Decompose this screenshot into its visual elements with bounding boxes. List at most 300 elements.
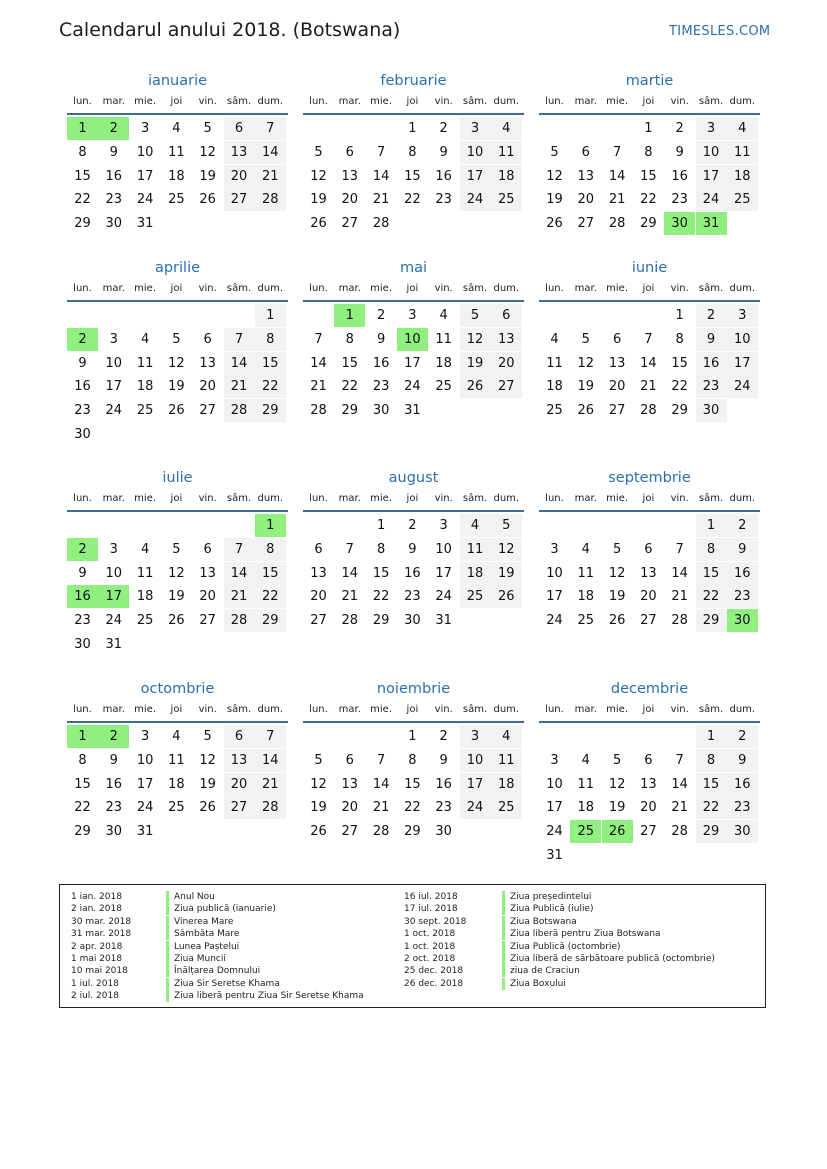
legend-date: 1 oct. 2018 [404, 929, 456, 940]
day-cell: 16 [435, 776, 452, 792]
month-name: decembrie [610, 681, 689, 697]
day-cell: 2 [408, 518, 417, 533]
day-cell: 27 [310, 613, 327, 629]
day-cell: 20 [640, 589, 657, 605]
day-cell: 20 [224, 165, 255, 188]
day-cell: 13 [640, 776, 657, 792]
day-cell: 9 [78, 565, 87, 581]
weekday-header [539, 493, 760, 509]
day-cell: 18 [136, 589, 154, 605]
day-cell: 3 [460, 725, 491, 748]
day-cell: 12 [199, 752, 216, 768]
day-cell: 10 [696, 141, 727, 164]
day-cell: 11 [460, 538, 491, 561]
day-cell: 10 [727, 328, 758, 351]
month-divider [539, 300, 760, 302]
day-cell: 15 [640, 168, 657, 184]
day-cell: 18 [460, 562, 491, 585]
day-cell: 13 [608, 355, 626, 371]
day-cell: 23 [372, 379, 390, 395]
day-cell: 7 [376, 752, 386, 768]
day-cell: 12 [168, 565, 185, 581]
day-cell: 27 [224, 796, 255, 819]
day-cell: 21 [640, 379, 657, 395]
day-cell: 24 [404, 379, 421, 395]
day-cell: 21 [255, 165, 286, 188]
weekday-label: mie. [134, 704, 157, 715]
day-cell: 15 [255, 562, 286, 585]
month-divider [303, 721, 524, 723]
day-cell: 29 [671, 403, 688, 419]
day-cell: 6 [644, 541, 653, 557]
weekday-label: lun. [545, 704, 564, 715]
weekday-label: lun. [545, 283, 564, 294]
weekday-label: sâm. [226, 493, 252, 504]
day-cell: 17 [460, 773, 491, 796]
weekday-label: joi [170, 283, 183, 294]
day-cell: 8 [644, 144, 653, 160]
day-cell: 25 [546, 403, 563, 419]
day-cell: 1 [376, 518, 386, 533]
day-cell: 25 [491, 796, 522, 819]
holiday-day-cell: 30 [727, 609, 758, 632]
holiday-day-cell: 25 [570, 820, 601, 843]
day-cell: 10 [460, 141, 491, 164]
day-cell: 14 [608, 168, 626, 184]
weekday-header [67, 96, 288, 112]
weekday-label: lun. [545, 493, 564, 504]
weekday-header [67, 283, 288, 299]
day-cell: 30 [105, 216, 123, 232]
weekday-label: mie. [370, 493, 393, 504]
day-cell: 22 [404, 800, 421, 816]
day-cell: 10 [105, 355, 123, 371]
day-cell: 28 [224, 399, 255, 422]
day-cell: 20 [577, 192, 595, 208]
day-cell: 24 [546, 613, 563, 629]
day-cell: 11 [435, 331, 452, 347]
weekday-header [303, 96, 524, 112]
day-cell: 9 [439, 752, 448, 768]
day-cell: 25 [577, 613, 595, 629]
day-cell: 15 [372, 565, 390, 581]
weekday-label: vin. [198, 96, 217, 107]
weekday-label: dum. [257, 283, 284, 294]
day-cell: 10 [136, 752, 154, 768]
day-cell: 10 [136, 144, 154, 160]
legend-date: 1 iul. 2018 [71, 978, 119, 989]
weekday-label: joi [170, 96, 183, 107]
day-cell: 17 [546, 800, 563, 816]
day-cell: 3 [439, 518, 448, 533]
day-cell: 9 [78, 355, 87, 371]
day-cell: 27 [341, 824, 359, 840]
day-cell: 18 [435, 355, 452, 371]
day-cell: 24 [460, 188, 491, 211]
day-cell: 5 [203, 729, 212, 744]
legend-holiday-name: Ziua Botswana [502, 916, 577, 928]
day-cell: 2 [675, 121, 684, 136]
day-cell: 13 [224, 749, 255, 772]
day-cell: 31 [105, 637, 123, 652]
day-cell: 20 [224, 773, 255, 796]
day-cell: 15 [671, 355, 688, 371]
day-cell: 29 [341, 403, 359, 419]
legend-holiday-name: ziua de Craciun [502, 965, 580, 977]
legend-holiday-name: Ziua liberă pentru Ziua Botswana [502, 928, 661, 940]
day-cell: 21 [224, 375, 255, 398]
month-name: aprilie [154, 260, 201, 276]
day-cell: 21 [224, 585, 255, 608]
weekday-label: sâm. [462, 493, 488, 504]
weekday-label: mie. [370, 283, 393, 294]
day-cell: 4 [140, 541, 150, 557]
day-cell: 11 [546, 355, 563, 371]
day-cell: 7 [612, 144, 622, 160]
day-cell: 5 [581, 331, 590, 347]
day-cell: 9 [439, 144, 448, 160]
day-cell: 18 [136, 379, 154, 395]
holiday-day-cell: 31 [696, 212, 727, 235]
weekday-header [539, 283, 760, 299]
day-cell: 27 [491, 375, 522, 398]
day-cell: 6 [314, 541, 323, 557]
day-cell: 19 [310, 800, 327, 816]
day-cell: 15 [404, 776, 421, 792]
weekday-label: joi [406, 96, 419, 107]
day-cell: 14 [372, 168, 390, 184]
day-cell: 30 [404, 613, 421, 629]
day-cell: 13 [199, 565, 216, 581]
day-cell: 28 [255, 188, 286, 211]
day-cell: 13 [341, 168, 359, 184]
day-cell: 28 [671, 824, 688, 840]
weekday-label: joi [642, 283, 655, 294]
day-cell: 19 [546, 192, 563, 208]
day-cell: 20 [491, 352, 522, 375]
day-cell: 28 [671, 613, 688, 629]
day-cell: 30 [727, 820, 758, 843]
day-cell: 17 [727, 352, 758, 375]
day-cell: 30 [105, 824, 123, 840]
legend-date: 10 mai 2018 [71, 966, 128, 977]
weekday-label: mie. [134, 283, 157, 294]
day-cell: 4 [550, 331, 559, 347]
day-cell: 23 [671, 192, 688, 208]
legend-holiday-name: Lunea Paștelui [166, 941, 239, 953]
day-cell: 27 [640, 824, 657, 840]
day-cell: 16 [404, 565, 421, 581]
day-cell: 23 [105, 800, 123, 816]
day-cell: 29 [74, 216, 91, 232]
month-divider [303, 300, 524, 302]
day-cell: 5 [491, 514, 522, 537]
day-cell: 9 [675, 144, 684, 160]
day-cell: 22 [404, 192, 421, 208]
day-cell: 16 [727, 562, 758, 585]
day-cell: 22 [372, 589, 390, 605]
weekday-label: joi [406, 493, 419, 504]
day-cell: 31 [136, 824, 154, 840]
day-cell: 24 [696, 188, 727, 211]
day-cell: 7 [224, 538, 255, 561]
day-cell: 8 [376, 541, 386, 557]
day-cell: 6 [612, 331, 622, 347]
day-cell: 16 [74, 379, 91, 395]
weekday-label: sâm. [698, 493, 724, 504]
day-cell: 10 [105, 565, 123, 581]
day-cell: 19 [491, 562, 522, 585]
day-cell: 23 [727, 796, 758, 819]
day-cell: 2 [727, 514, 758, 537]
day-cell: 31 [435, 613, 452, 629]
day-cell: 21 [608, 192, 626, 208]
month-divider [303, 113, 524, 115]
weekday-label: mar. [338, 704, 361, 715]
day-cell: 21 [341, 589, 359, 605]
day-cell: 22 [696, 585, 727, 608]
day-cell: 1 [255, 304, 286, 327]
day-cell: 8 [78, 144, 87, 160]
weekday-label: mie. [606, 283, 629, 294]
day-cell: 4 [491, 725, 522, 748]
day-cell: 7 [644, 331, 653, 347]
day-cell: 1 [696, 725, 727, 748]
day-cell: 21 [372, 800, 390, 816]
day-cell: 9 [109, 752, 118, 768]
legend-holiday-name: Anul Nou [166, 891, 215, 903]
day-cell: 2 [439, 729, 448, 744]
day-cell: 27 [341, 216, 359, 232]
weekday-label: lun. [309, 283, 328, 294]
weekday-label: sâm. [462, 96, 488, 107]
day-cell: 17 [404, 355, 421, 371]
day-cell: 26 [310, 216, 327, 232]
day-cell: 15 [696, 773, 727, 796]
legend-date: 2 ian. 2018 [71, 904, 122, 915]
weekday-label: joi [170, 704, 183, 715]
weekday-label: dum. [493, 704, 520, 715]
day-cell: 24 [460, 796, 491, 819]
day-cell: 16 [696, 352, 727, 375]
day-cell: 13 [491, 328, 522, 351]
weekday-header [67, 493, 288, 509]
day-cell: 19 [199, 776, 216, 792]
day-cell: 5 [612, 752, 622, 768]
day-cell: 7 [255, 725, 286, 748]
day-cell: 18 [577, 589, 595, 605]
day-cell: 17 [136, 776, 154, 792]
day-cell: 22 [255, 375, 286, 398]
day-cell: 27 [199, 403, 216, 419]
day-cell: 19 [310, 192, 327, 208]
day-cell: 26 [310, 824, 327, 840]
day-cell: 24 [546, 824, 563, 840]
weekday-label: lun. [73, 283, 92, 294]
weekday-label: mie. [606, 704, 629, 715]
day-cell: 3 [550, 752, 559, 768]
month-name: iunie [631, 260, 668, 276]
day-cell: 11 [168, 752, 185, 768]
day-cell: 5 [460, 304, 491, 327]
day-cell: 28 [640, 403, 657, 419]
month-divider [67, 300, 288, 302]
day-cell: 28 [255, 796, 286, 819]
weekday-label: mie. [606, 493, 629, 504]
day-cell: 11 [577, 776, 595, 792]
weekday-label: mie. [370, 96, 393, 107]
day-cell: 15 [74, 776, 91, 792]
day-cell: 2 [696, 304, 727, 327]
weekday-label: lun. [545, 96, 564, 107]
day-cell: 16 [105, 168, 123, 184]
weekday-label: vin. [670, 96, 689, 107]
day-cell: 11 [136, 355, 154, 371]
holiday-day-cell: 1 [255, 514, 286, 537]
day-cell: 10 [435, 541, 452, 557]
day-cell: 7 [224, 328, 255, 351]
day-cell: 1 [644, 121, 653, 136]
day-cell: 3 [727, 304, 758, 327]
legend-date: 2 iul. 2018 [71, 991, 119, 1002]
day-cell: 3 [550, 541, 559, 557]
month-name: iulie [162, 470, 193, 486]
day-cell: 18 [168, 776, 185, 792]
day-cell: 8 [345, 331, 354, 347]
weekday-label: dum. [729, 283, 756, 294]
weekday-label: dum. [729, 96, 756, 107]
day-cell: 20 [640, 800, 657, 816]
month-divider [539, 510, 760, 512]
day-cell: 13 [310, 565, 327, 581]
weekday-label: vin. [198, 704, 217, 715]
weekday-label: dum. [493, 283, 520, 294]
month-divider [67, 113, 288, 115]
day-cell: 15 [404, 168, 421, 184]
legend-date: 30 mar. 2018 [71, 916, 132, 927]
holiday-day-cell: 1 [67, 725, 98, 748]
day-cell: 3 [109, 541, 118, 557]
day-cell: 20 [608, 379, 626, 395]
day-cell: 24 [727, 375, 758, 398]
weekday-header [303, 704, 524, 720]
day-cell: 7 [675, 752, 684, 768]
day-cell: 15 [696, 562, 727, 585]
holiday-day-cell: 16 [67, 585, 98, 608]
day-cell: 14 [224, 562, 255, 585]
day-cell: 14 [671, 776, 688, 792]
day-cell: 29 [404, 824, 421, 840]
day-cell: 22 [74, 800, 91, 816]
day-cell: 14 [224, 352, 255, 375]
day-cell: 17 [435, 565, 452, 581]
day-cell: 15 [74, 168, 91, 184]
weekday-label: dum. [257, 96, 284, 107]
weekday-label: vin. [434, 493, 453, 504]
day-cell: 22 [671, 379, 688, 395]
day-cell: 4 [172, 121, 181, 136]
weekday-label: vin. [198, 493, 217, 504]
day-cell: 14 [372, 776, 390, 792]
day-cell: 27 [224, 188, 255, 211]
day-cell: 20 [341, 800, 359, 816]
day-cell: 8 [78, 752, 87, 768]
day-cell: 17 [546, 589, 563, 605]
day-cell: 6 [644, 752, 653, 768]
day-cell: 12 [608, 776, 626, 792]
day-cell: 23 [727, 585, 758, 608]
day-cell: 6 [203, 331, 212, 347]
day-cell: 24 [435, 589, 452, 605]
month-divider [539, 113, 760, 115]
weekday-label: joi [642, 704, 655, 715]
holiday-legend [59, 884, 766, 1008]
day-cell: 11 [727, 141, 758, 164]
day-cell: 14 [671, 565, 688, 581]
brand-link[interactable]: TIMESLES.COM [669, 24, 771, 39]
day-cell: 8 [408, 144, 417, 160]
legend-date: 26 dec. 2018 [404, 978, 464, 989]
day-cell: 13 [640, 565, 657, 581]
day-cell: 12 [310, 168, 327, 184]
day-cell: 3 [460, 117, 491, 140]
day-cell: 8 [255, 538, 286, 561]
day-cell: 25 [435, 379, 452, 395]
day-cell: 6 [203, 541, 212, 557]
day-cell: 6 [491, 304, 522, 327]
weekday-label: vin. [434, 283, 453, 294]
day-cell: 22 [341, 379, 359, 395]
day-cell: 10 [546, 776, 563, 792]
day-cell: 20 [310, 589, 327, 605]
page-title: Calendarul anului 2018. (Botswana) [59, 19, 401, 41]
day-cell: 1 [408, 729, 417, 744]
weekday-label: mar. [338, 493, 361, 504]
day-cell: 7 [255, 117, 286, 140]
day-cell: 25 [168, 192, 185, 208]
day-cell: 1 [696, 514, 727, 537]
day-cell: 26 [168, 403, 185, 419]
day-cell: 5 [172, 331, 181, 347]
day-cell: 9 [109, 144, 118, 160]
day-cell: 12 [199, 144, 216, 160]
day-cell: 9 [727, 538, 758, 561]
day-cell: 4 [460, 514, 491, 537]
weekday-label: mar. [574, 96, 597, 107]
weekday-label: lun. [309, 704, 328, 715]
holiday-day-cell: 2 [67, 538, 98, 561]
weekday-label: mar. [102, 493, 125, 504]
day-cell: 8 [255, 328, 286, 351]
day-cell: 29 [255, 609, 286, 632]
weekday-header [67, 704, 288, 720]
weekday-label: dum. [493, 96, 520, 107]
weekday-label: joi [406, 704, 419, 715]
day-cell: 9 [696, 328, 727, 351]
day-cell: 19 [168, 379, 185, 395]
day-cell: 12 [577, 355, 595, 371]
day-cell: 5 [314, 144, 323, 160]
weekday-label: dum. [257, 493, 284, 504]
day-cell: 6 [581, 144, 590, 160]
day-cell: 29 [255, 399, 286, 422]
day-cell: 5 [550, 144, 559, 160]
day-cell: 25 [168, 800, 185, 816]
day-cell: 23 [105, 192, 123, 208]
legend-date: 17 iul. 2018 [404, 904, 458, 915]
day-cell: 4 [439, 308, 448, 323]
day-cell: 24 [136, 192, 154, 208]
